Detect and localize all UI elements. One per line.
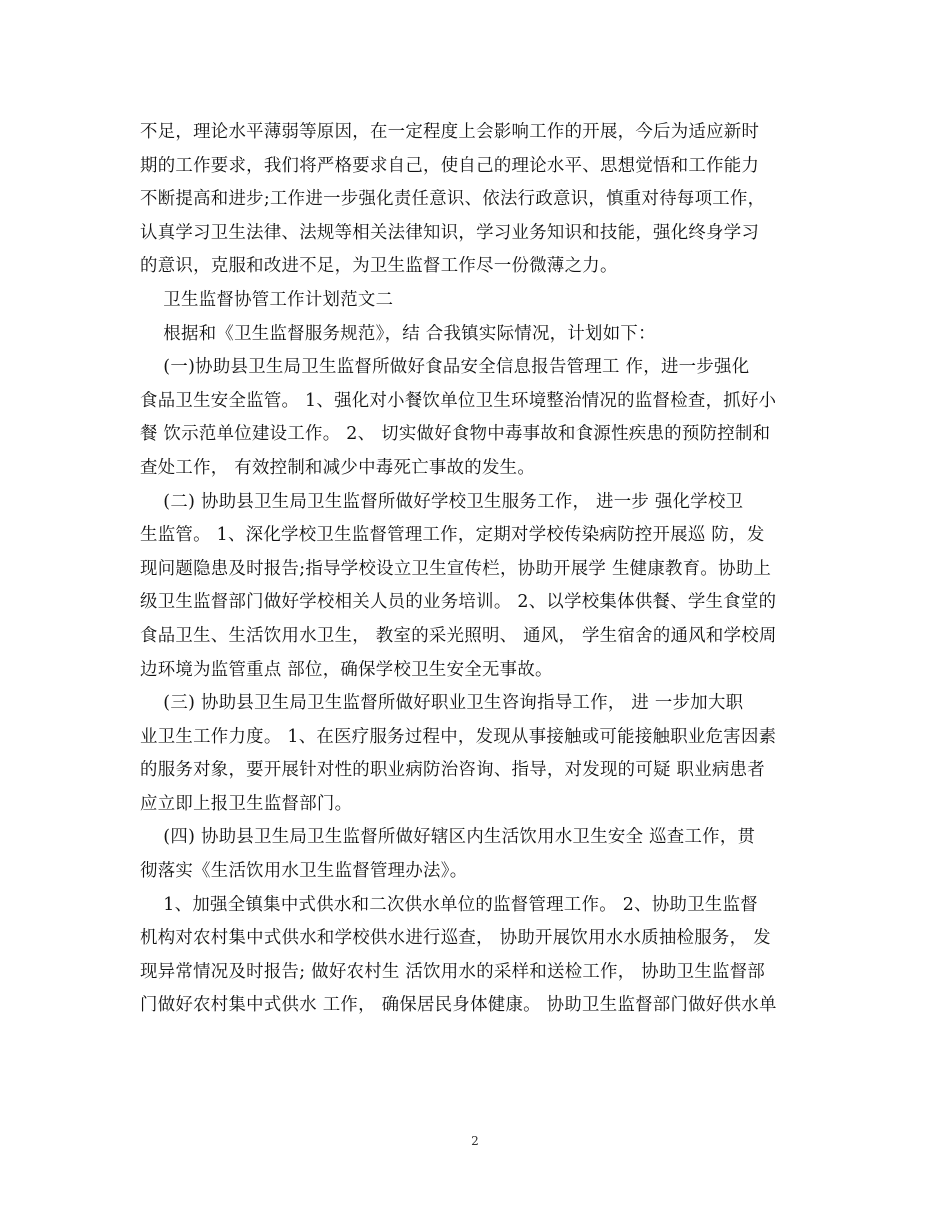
text-line: 彻落实《生活饮用水卫生监督管理办法》。 bbox=[140, 861, 468, 882]
text-line: (一)协助县卫生局卫生监督所做好食品安全信息报告管理工 作，进一步强化 bbox=[140, 357, 750, 378]
text-line: 餐 饮示范单位建设工作。 2、 切实做好食物中毒事故和食源性疾患的预防控制和 bbox=[140, 424, 771, 445]
text-line: (三) 协助县卫生局卫生监督所做好职业卫生咨询指导工作， 进 一步加大职 bbox=[140, 693, 744, 714]
text-line: 生监管。 1、深化学校卫生监督管理工作，定期对学校传染病防控开展巡 防，发 bbox=[140, 525, 765, 546]
text-line: 查处工作， 有效控制和减少中毒死亡事故的发生。 bbox=[140, 457, 536, 478]
text-line: 边环境为监管重点 部位，确保学校卫生安全无事故。 bbox=[140, 659, 553, 680]
text-line: 根据和《卫生监督服务规范》，结 合我镇实际情况，计划如下： bbox=[140, 323, 656, 344]
text-line: 的意识，克服和改进不足，为卫生监督工作尽一份微薄之力。 bbox=[140, 256, 618, 277]
text-line: 不足，理论水平薄弱等原因，在一定程度上会影响工作的开展，今后为适应新时 bbox=[140, 122, 760, 142]
section-heading: 卫生监督协管工作计划范文二 bbox=[140, 289, 394, 310]
text-line: 业卫生工作力度。 1、在医疗服务过程中，发现从事接触或可能接触职业危害因素 bbox=[140, 726, 777, 747]
text-line: (二) 协助县卫生局卫生监督所做好学校卫生服务工作， 进一步 强化学校卫 bbox=[140, 491, 744, 512]
text-line: 机构对农村集中式供水和学校供水进行巡查， 协助开展饮用水水质抽检服务， 发 bbox=[140, 928, 771, 949]
text-line: 的服务对象，要开展针对性的职业病防治咨询、指导，对发现的可疑 职业病患者 bbox=[140, 760, 766, 781]
text-line: 现异常情况及时报告; 做好农村生 活饮用水的采样和送检工作， 协助卫生监督部 bbox=[140, 961, 766, 982]
text-line: 1、加强全镇集中式供水和二次供水单位的监督管理工作。 2、协助卫生监督 bbox=[140, 894, 758, 915]
text-line: 门做好农村集中式供水 工作， 确保居民身体健康。 协助卫生监督部门做好供水单 bbox=[140, 995, 777, 1016]
text-line: 食品卫生、生活饮用水卫生， 教室的采光照明、 通风， 学生宿舍的通风和学校周 bbox=[140, 625, 777, 646]
text-line: 食品卫生安全监管。 1、强化对小餐饮单位卫生环境整治情况的监督检查，抓好小 bbox=[140, 390, 777, 411]
text-line: 级卫生监督部门做好学校相关人员的业务培训。 2、以学校集体供餐、学生食堂的 bbox=[140, 592, 777, 613]
document-body bbox=[140, 116, 810, 1023]
text-line: 应立即上报卫生监督部门。 bbox=[140, 793, 353, 814]
text-line: (四) 协助县卫生局卫生监督所做好辖区内生活饮用水卫生安全 巡查工作，贯 bbox=[140, 827, 756, 848]
page-number: 2 bbox=[471, 1134, 479, 1148]
text-line: 认真学习卫生法律、法规等相关法律知识，学习业务知识和技能，强化终身学习 bbox=[140, 222, 760, 243]
text-line: 不断提高和进步;工作进一步强化责任意识、依法行政意识，慎重对待每项工作， bbox=[140, 189, 766, 210]
text-line: 现问题隐患及时报告;指导学校设立卫生宣传栏，协助开展学 生健康教育。协助上 bbox=[140, 558, 772, 579]
text-line: 期的工作要求，我们将严格要求自己，使自己的理论水平、思想觉悟和工作能力 bbox=[140, 155, 760, 176]
